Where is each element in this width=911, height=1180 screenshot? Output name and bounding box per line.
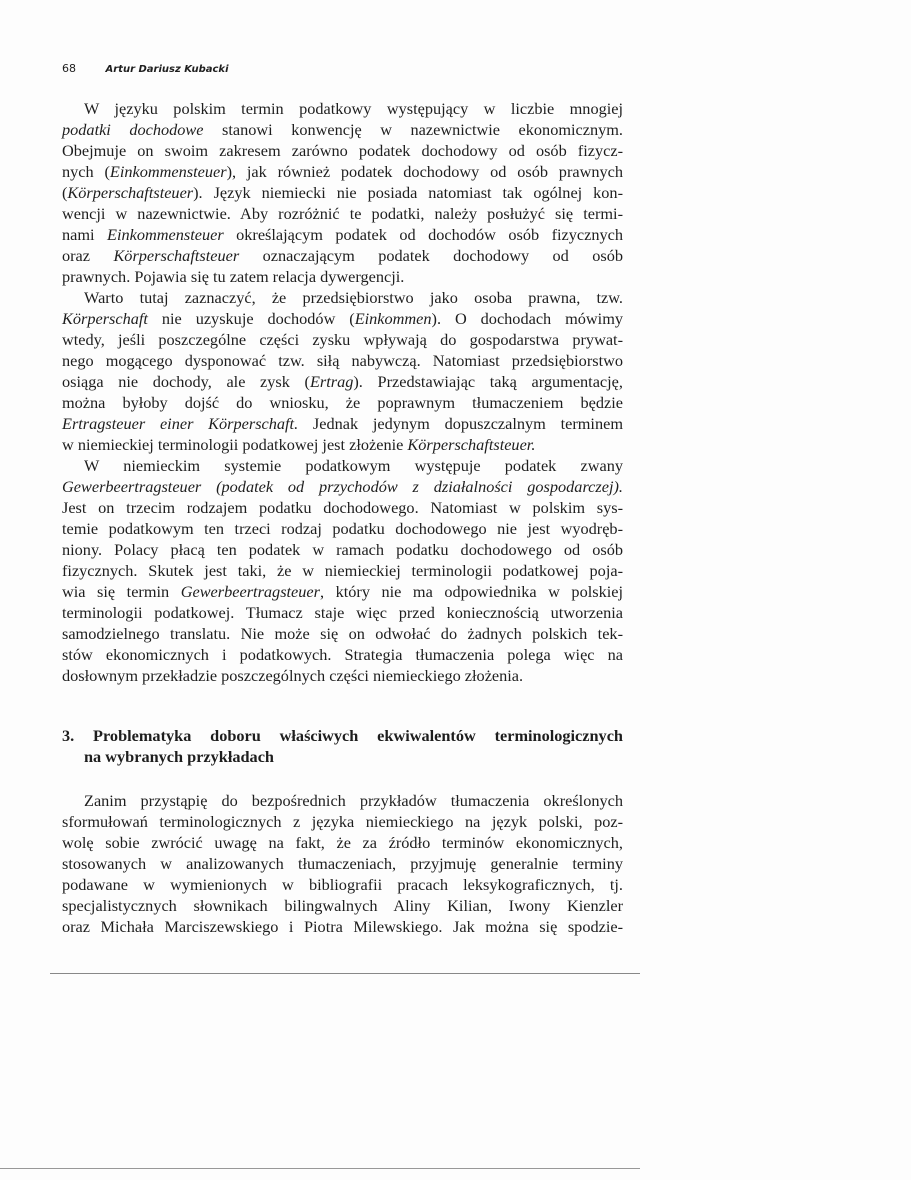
text-run: nych (: [62, 162, 110, 181]
text-line: [62, 434, 623, 455]
text-run: terminologii podatkowej. Tłumacz staje więc przed koniecznością utworzenia: [62, 603, 623, 622]
text-run: sformułowań terminologicznych z języka niemieckiego na język polski, poz-: [62, 812, 623, 831]
text-run: stosowanych w analizowanych tłumaczeniach, przyjmuję generalnie terminy: [62, 854, 623, 873]
text-line: [62, 140, 623, 161]
section-heading-line: [62, 725, 623, 746]
text-run: , który nie ma odpowiednika w polskiej: [319, 582, 623, 601]
italic-term: Gewerbeertragsteuer (podatek od przychodów z działalności gospodarczej).: [62, 477, 623, 496]
section-number: 3.: [62, 726, 75, 745]
text-run: W języku polskim termin podatkowy występujący w liczbie mnogiej: [84, 99, 623, 118]
text-line: [62, 476, 623, 497]
text-run: wencji w nazewnictwie. Aby rozróżnić te podatki, należy posłużyć się termi-: [62, 204, 623, 223]
text-run: oznaczającym podatek dochodowy od osób: [239, 246, 623, 265]
body-text: [62, 98, 623, 686]
text-line: [62, 790, 623, 811]
text-line: [62, 665, 623, 686]
text-run: osiąga nie dochody, ale zysk (: [62, 372, 310, 391]
italic-term: Ertrag: [309, 372, 354, 391]
section-heading-text: Problematyka doboru właściwych ekwiwalentów terminologicznych: [93, 726, 623, 745]
text-line: [62, 98, 623, 119]
paragraph: [62, 287, 623, 455]
text-line: [62, 832, 623, 853]
scan-line-divider: [50, 973, 640, 974]
text-run: nami: [62, 225, 108, 244]
text-line: [62, 413, 623, 434]
text-line: [62, 853, 623, 874]
text-run: ). O dochodach mówimy: [431, 309, 624, 328]
text-line: [62, 811, 623, 832]
text-run: niony. Polacy płacą ten podatek w ramach podatku dochodowego od osób: [62, 540, 623, 559]
text-line: [62, 539, 623, 560]
italic-term: Körperschaftsteuer.: [407, 435, 536, 454]
text-line: [62, 161, 623, 182]
section-heading: [62, 725, 623, 767]
section-heading-line: [62, 746, 623, 767]
text-run: w niemieckiej terminologii podatkowej jest złożenie: [62, 435, 408, 454]
text-run: stanowi konwencję w nazewnictwie ekonomicznym.: [203, 120, 623, 139]
text-run: określającym podatek od dochodów osób fizycznych: [223, 225, 623, 244]
text-run: prawnych. Pojawia się tu zatem relacja dywergencji.: [62, 267, 405, 286]
text-line: [62, 560, 623, 581]
paragraph: [62, 455, 623, 686]
text-line: [62, 182, 623, 203]
text-line: [62, 203, 623, 224]
running-head: [62, 62, 229, 75]
text-run: ). Przedstawiając taką argumentację,: [353, 372, 623, 391]
section-heading-text: na wybranych przykładach: [84, 747, 274, 766]
text-run: Obejmuje on swoim zakresem zarówno podatek dochodowy od osób fizycz-: [62, 141, 623, 160]
text-line: [62, 350, 623, 371]
italic-term: Körperschaftsteuer: [113, 246, 240, 265]
text-run: nego mogącego dysponować tzw. siłą nabywczą. Natomiast przedsiębiorstwo: [62, 351, 623, 370]
paragraph: [62, 98, 623, 287]
scan-line-divider: [0, 1168, 640, 1169]
text-run: podawane w wymienionych w bibliografii pracach leksykograficznych, tj.: [62, 875, 623, 894]
text-line: [62, 916, 623, 937]
text-line: [62, 602, 623, 623]
text-run: można byłoby dojść do wniosku, że poprawnym tłumaczeniem będzie: [62, 393, 623, 412]
text-run: wia się termin: [62, 582, 181, 601]
text-run: fizycznych. Skutek jest taki, że w niemieckiej terminologii podatkowej poja-: [62, 561, 623, 580]
text-line: [62, 245, 623, 266]
text-line: [62, 874, 623, 895]
page-number: 68: [62, 62, 76, 75]
text-run: stów ekonomicznych i podatkowych. Strategia tłumaczenia polega więc na: [62, 645, 623, 664]
text-line: [62, 224, 623, 245]
text-run: (: [62, 183, 68, 202]
text-line: [62, 581, 623, 602]
italic-term: Einkommensteuer: [109, 162, 227, 181]
text-run: nie uzyskuje dochodów (: [147, 309, 355, 328]
italic-term: Körperschaftsteuer: [67, 183, 194, 202]
text-run: oraz Michała Marciszewskiego i Piotra Milewskiego. Jak można się spodzie-: [62, 917, 623, 936]
italic-term: Körperschaft: [62, 309, 148, 328]
paragraph: [62, 790, 623, 937]
italic-term: Ertragsteuer einer Körperschaft.: [62, 414, 299, 433]
text-run: wtedy, jeśli poszczególne części zysku wpływają do gospodarstwa prywat-: [62, 330, 623, 349]
text-line: [62, 329, 623, 350]
text-line: [62, 644, 623, 665]
text-run: Zanim przystąpię do bezpośrednich przykładów tłumaczenia określonych: [84, 791, 623, 810]
section-text: [62, 790, 623, 937]
italic-term: Gewerbeertragsteuer: [180, 582, 320, 601]
text-run: samodzielnego translatu. Nie może się on odwołać do żadnych polskich tek-: [62, 624, 623, 643]
text-run: specjalistycznych słownikach bilingwalnych Aliny Kilian, Iwony Kienzler: [62, 896, 623, 915]
text-run: ), jak również podatek dochodowy od osób prawnych: [226, 162, 624, 181]
text-line: [62, 371, 623, 392]
text-line: [62, 895, 623, 916]
text-line: [62, 266, 623, 287]
text-line: [62, 308, 623, 329]
text-line: [62, 497, 623, 518]
text-line: [62, 455, 623, 476]
text-line: [62, 392, 623, 413]
text-run: Warto tutaj zaznaczyć, że przedsiębiorstwo jako osoba prawna, tzw.: [84, 288, 623, 307]
italic-term: Einkommensteuer: [107, 225, 224, 244]
text-line: [62, 623, 623, 644]
text-run: Jednak jedynym dopuszczalnym terminem: [298, 414, 623, 433]
text-run: wolę sobie zwrócić uwagę na fakt, że za źródło terminów ekonomicznych,: [62, 833, 623, 852]
text-run: dosłownym przekładzie poszczególnych części niemieckiego złożenia.: [62, 666, 524, 685]
text-run: W niemieckim systemie podatkowym występuje podatek zwany: [84, 456, 623, 475]
text-run: Jest on trzecim rodzajem podatku dochodowego. Natomiast w polskim sys-: [62, 498, 623, 517]
text-line: [62, 518, 623, 539]
text-line: [62, 287, 623, 308]
text-line: [62, 119, 623, 140]
text-run: ). Język niemiecki nie posiada natomiast tak ogólnej kon-: [193, 183, 623, 202]
italic-term: Einkommen: [354, 309, 432, 328]
italic-term: podatki dochodowe: [62, 120, 204, 139]
text-run: oraz: [62, 246, 114, 265]
text-run: temie podatkowym ten trzeci rodzaj podatku dochodowego nie jest wyodręb-: [62, 519, 623, 538]
running-head-author: Artur Dariusz Kubacki: [105, 64, 229, 75]
